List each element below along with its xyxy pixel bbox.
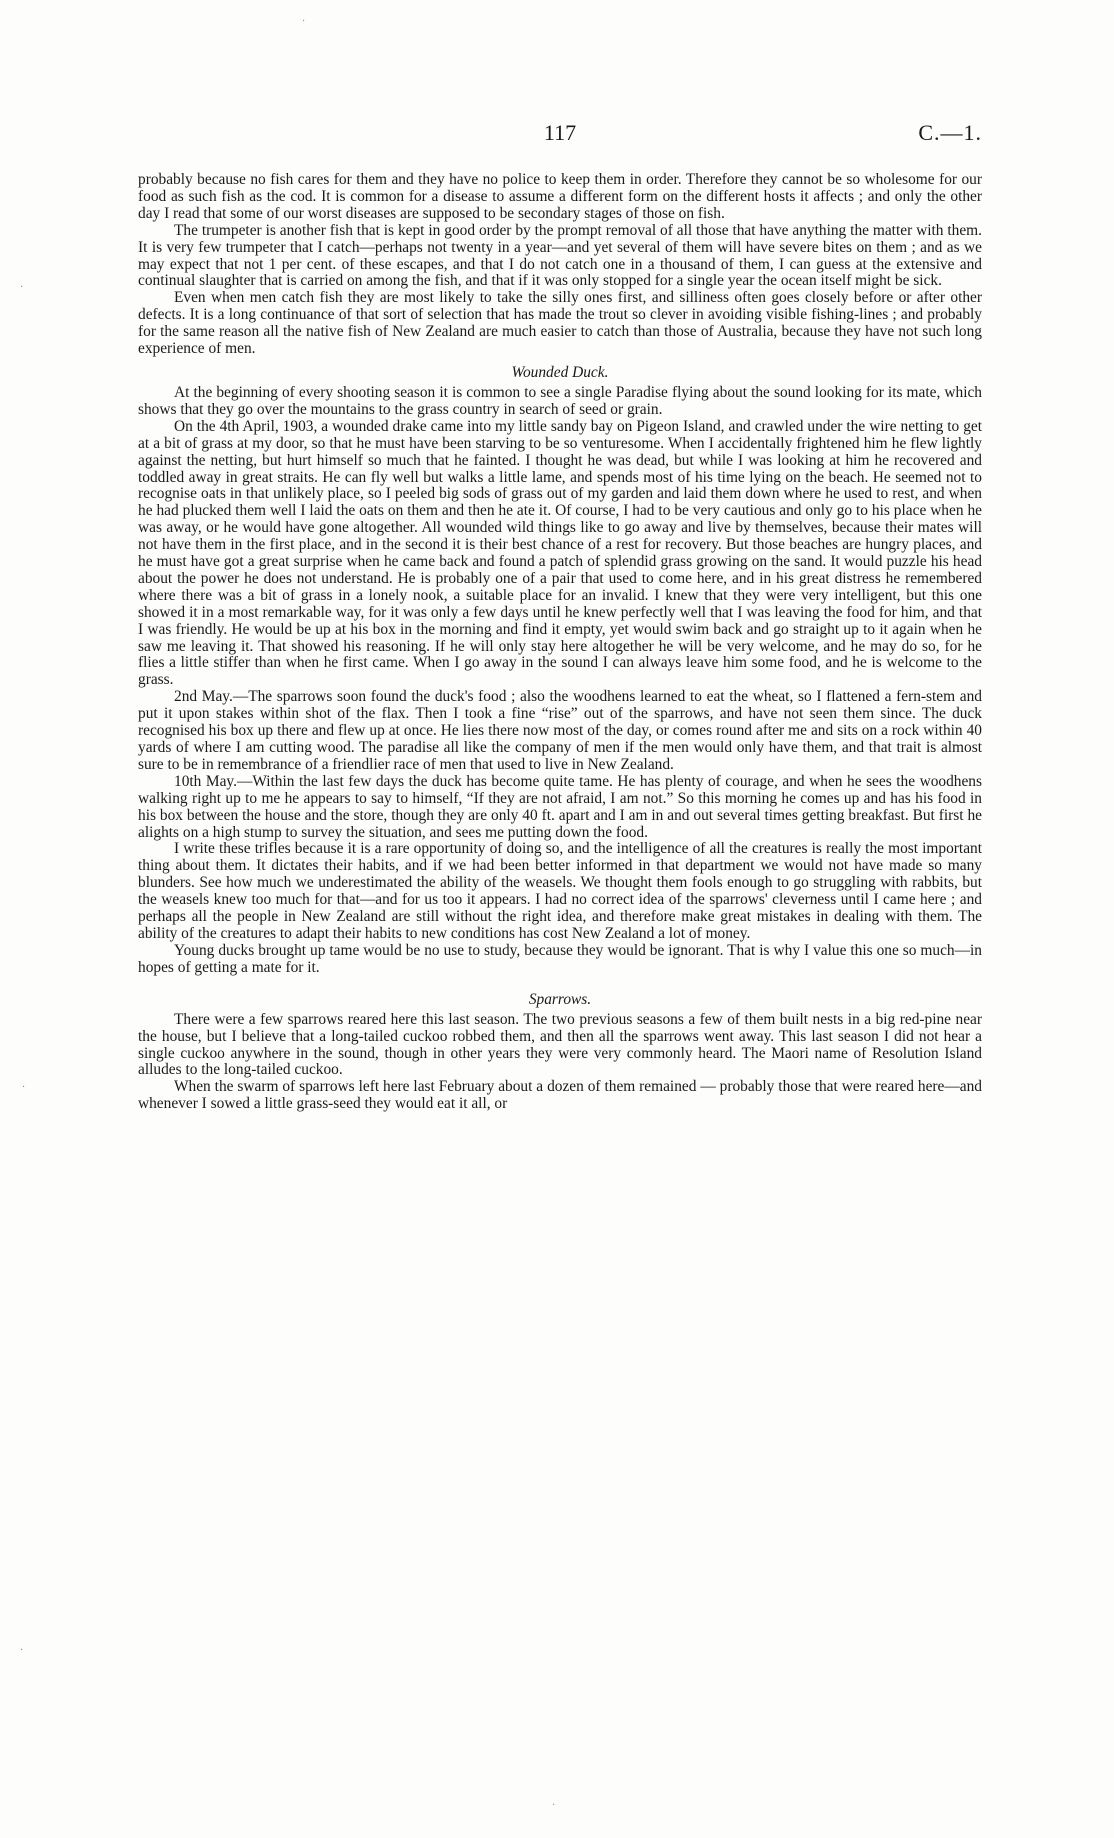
page-header bbox=[138, 120, 982, 154]
paragraph: Young ducks brought up tame would be no use to study, because they would be ignorant. That is why I value this one so much—in hopes of getting a mate for it. bbox=[138, 941, 982, 976]
scan-speck: · bbox=[302, 16, 306, 27]
page-number: 117 bbox=[543, 120, 577, 145]
paragraph: I write these trifles because it is a rare opportunity of doing so, and the intelligence of all the creatures is really the most important thing about them. It dictates their habits, and if we had been better informed in that department we would not have made so many blunders. See how much we underestimated the ability of the weasels. We thought them fools enough to go struggling with rabbits, but the weasels knew too much for that—and for us too it appears. I had no correct idea of the sparrows' cleverness until I came here ; and perhaps all the people in New Zealand are still without the right idea, and therefore make great mistakes in dealing with them. The ability of the creatures to adapt their habits to new conditions has cost New Zealand a lot of money. bbox=[138, 840, 982, 942]
paragraph: On the 4th April, 1903, a wounded drake came into my little sandy bay on Pigeon Island, and crawled under the wire netting to get at a bit of grass at my door, so that he must have been starving to be so venturesome. When I accidentally frightened him he flew lightly against the netting, but hurt himself so much that he fainted. I thought he was dead, but while I was looking at him he recovered and toddled away in great straits. He can fly well but walks a little lame, and spends most of his time lying on the beach. He seemed not to recognise oats in that unlikely place, so I peeled big sods of grass out of my garden and laid them down where he used to rest, and when he had plucked them well I laid the oats on them and then he ate it. Of course, I had to be very cautious and only go to his place when he was away, or he would have gone altogether. All wounded wild things like to go away and live by themselves, because their mates will not have them in the first place, and in the second it is their best chance of a rest for recovery. But those beaches are hungry places, and he must have got a great surprise when he came back and found a patch of splendid grass growing on the sand. It would puzzle his head about the power he does not understand. He is probably one of a pair that used to come here, and in his great distress he remembered where there was a bit of grass in a lonely nook, a suitable place for an invalid. I knew that they were very intelligent, but this one showed it in a most remarkable way, for it was only a few days until he knew perfectly well that I was leaving the food for him, and that I was friendly. He would be up at his box in the morning and find it empty, yet would swim back and go straight up to it again when he saw me leaving it. That showed his reasoning. If he will only stay here altogether he will be very welcome, and he may do so, for he flies a little stiffer than when he first came. When I go away in the sound I can always leave him some food, and he is welcome to the grass. bbox=[138, 417, 982, 689]
scan-speck: · bbox=[20, 1645, 24, 1656]
paragraph: 10th May.—Within the last few days the duck has become quite tame. He has plenty of courage, and when he sees the woodhens walking right up to me he appears to say to himself, “If they are not afraid, I am not.” So this morning he comes up and has his food in his box between the house and the store, though they are only 40 ft. apart and I am in and out several times getting breakfast. But first he alights on a high stump to survey the situation, and sees me putting down the food. bbox=[138, 772, 982, 841]
paragraph: At the beginning of every shooting season it is common to see a single Paradise flying about the sound looking for its mate, which shows that they go over the mountains to the grass country in search of seed or grain. bbox=[138, 383, 982, 418]
section-heading-sparrows: Sparrows. bbox=[528, 990, 592, 1008]
paragraph: 2nd May.—The sparrows soon found the duck's food ; also the woodhens learned to eat the wheat, so I flattened a fern-stem and put it upon stakes within shot of the flax. Then I took a fine “rise” out of the sparrows, and have not seen them since. The duck recognised his box up there and flew up at once. He lies there now most of the day, or comes round after me and sits on a rock within 40 yards of where I am cutting wood. The paradise all like the company of men if the men would only have them, and that trait is almost sure to be in remembrance of a friendlier race of men that used to live in New Zealand. bbox=[138, 688, 982, 773]
scan-speck: · bbox=[20, 282, 24, 293]
scan-speck: · bbox=[22, 1082, 26, 1093]
paragraph: Even when men catch fish they are most likely to take the silly ones first, and silliness often goes closely before or after other defects. It is a long continuance of that sort of selection that has made the trout so clever in avoiding visible fishing-lines ; and probably for the same reason all the native fish of New Zealand are much easier to catch than those of Australia, because they have not such long experience of men. bbox=[138, 289, 982, 358]
section-heading-wounded-duck: Wounded Duck. bbox=[511, 363, 609, 381]
paragraph: The trumpeter is another fish that is kept in good order by the prompt removal of all those that have anything the matter with them. It is very few trumpeter that I catch—perhaps not twenty in a year—and yet several of them will have severe bites on them ; and as we may expect that not 1 per cent. of these escapes, and that I do not catch one in a thousand of them, I can guess at the extensive and continual slaughter that is carried on among the fish, and that if it was only stopped for a single year the ocean itself might be sick. bbox=[138, 221, 982, 290]
scan-speck: · bbox=[552, 1800, 556, 1811]
document-code: C.—1. bbox=[918, 120, 982, 145]
paragraph: When the swarm of sparrows left here last February about a dozen of them remained — probably those that were reared here—and whenever I sowed a little grass-seed they would eat it all, or bbox=[138, 1078, 982, 1113]
paragraph: There were a few sparrows reared here this last season. The two previous seasons a few of them built nests in a big red-pine near the house, but I believe that a long-tailed cuckoo robbed them, and then all the sparrows went away. This last season I did not hear a single cuckoo anywhere in the sound, though in other years they were very commonly heard. The Maori name of Resolution Island alludes to the long-tailed cuckoo. bbox=[138, 1010, 982, 1079]
document-body bbox=[138, 172, 982, 1113]
paragraph: probably because no fish cares for them and they have no police to keep them in order. Therefore they cannot be so wholesome for our food as such fish as the cod. It is common for a disease to assume a different form on the different hosts it affects ; and only the other day I read that some of our worst diseases are supposed to be secondary stages of those on fish. bbox=[138, 171, 982, 222]
